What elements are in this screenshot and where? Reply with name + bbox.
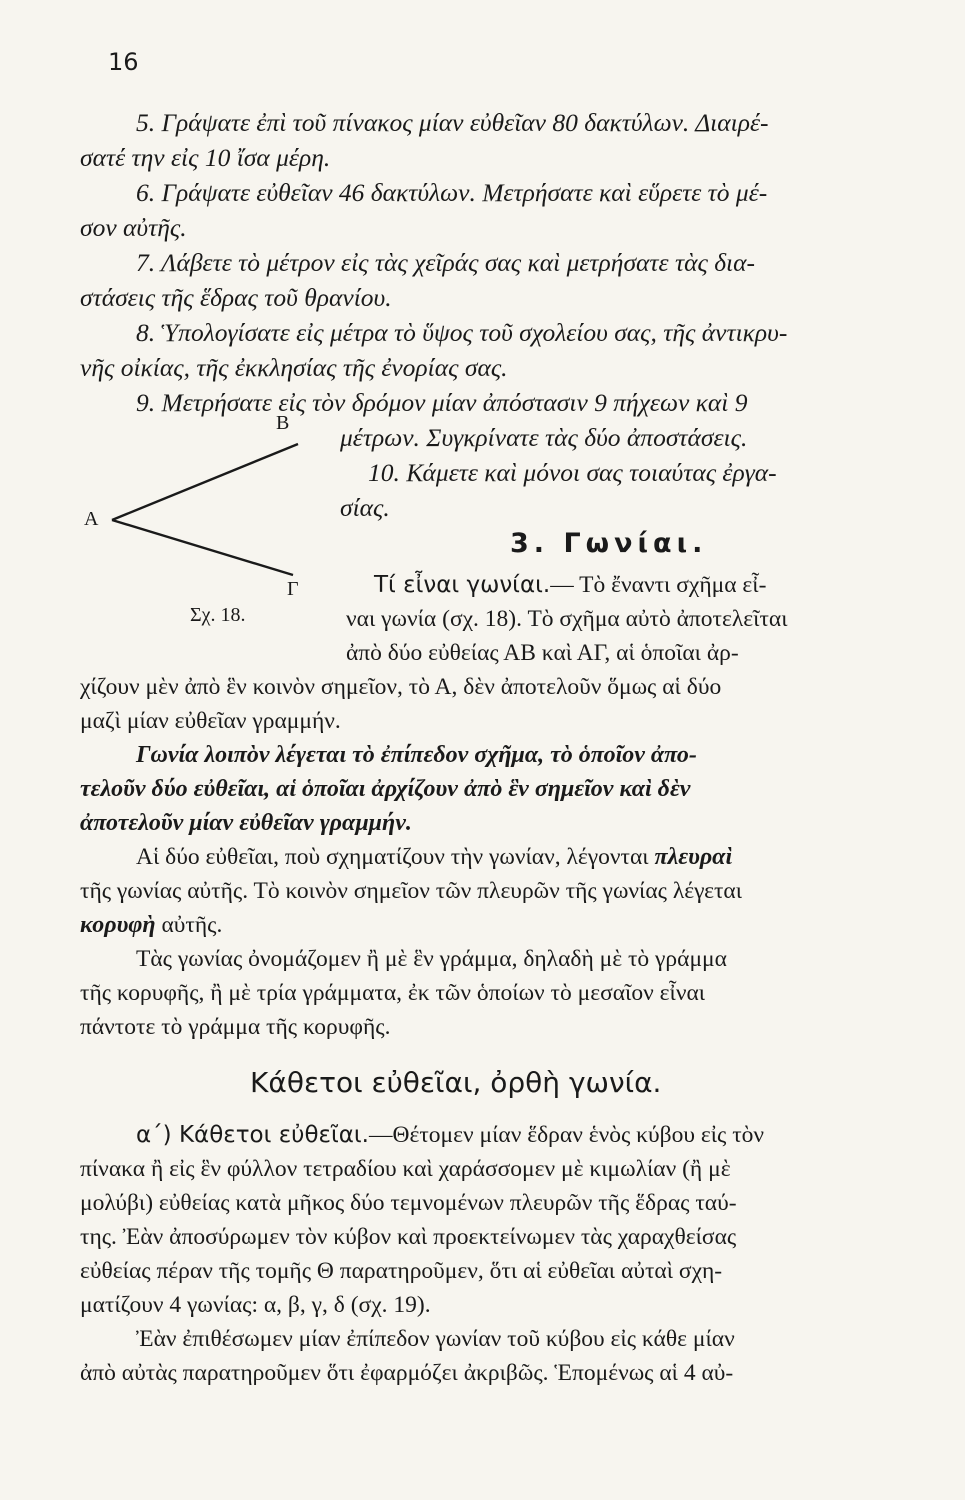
question-lead: Τί εἶναι γωνίαι. xyxy=(374,572,551,598)
exercise-line: στάσεις τῆς ἕδρας τοῦ θρανίου. xyxy=(80,283,392,312)
exercise-line: σίας. xyxy=(340,493,390,522)
subsection-heading: Κάθετοι εὐθεῖαι, ὀρθὴ γωνία. xyxy=(250,1066,662,1099)
angle-label-b: Β xyxy=(276,412,290,434)
para-line: αὐτῆς. xyxy=(155,912,223,938)
angle-label-g: Γ xyxy=(287,578,299,600)
para-line: Τὰς γωνίας ὀνομάζομεν ἢ μὲ ἓν γράμμα, δηλαδὴ μὲ τὸ γράμμα xyxy=(136,946,727,972)
definition-line: τελοῦν δύο εὐθεῖαι, αἱ ὁποῖαι ἀρχίζουν ἀπὸ ἓν σημεῖον καὶ δὲν xyxy=(80,776,691,802)
exercise-line: 9. Μετρήσατε εἰς τὸν δρόμον μίαν ἀπόστασιν 9 πήχεων καὶ 9 xyxy=(136,388,748,417)
para-line: ἀπὸ δύο εὐθείας ΑΒ καὶ ΑΓ, αἱ ὁποῖαι ἀρ- xyxy=(346,640,739,666)
exercise-line: 8. Ὑπολογίσατε εἰς μέτρα τὸ ὕψος τοῦ σχολείου σας, τῆς ἀντικρυ- xyxy=(136,318,788,347)
angle-side-ag xyxy=(112,520,293,575)
exercise-line: 5. Γράψατε ἐπὶ τοῦ πίνακος μίαν εὐθεῖαν 80 δακτύλων. Διαιρέ- xyxy=(136,108,769,137)
para-line: —Θέτομεν μίαν ἕδραν ἑνὸς κύβου εἰς τὸν xyxy=(369,1122,765,1148)
exercise-line: σατέ την εἰς 10 ἴσα μέρη. xyxy=(80,143,331,172)
angle-label-a: Α xyxy=(84,508,99,530)
term-pleurai: πλευραὶ xyxy=(654,844,733,870)
para-line: ναι γωνία (σχ. 18). Τὸ σχῆμα αὐτὸ ἀποτελεῖται xyxy=(346,606,788,632)
angle-side-ab xyxy=(112,444,298,520)
para-line: ἀπὸ αὐτὰς παρατηροῦμεν ὅτι ἐφαρμόζει ἀκριβῶς. Ἑπομένως αἱ 4 αὐ- xyxy=(80,1360,734,1386)
para-line: της. Ἐὰν ἀποσύρωμεν τὸν κύβον καὶ προεκτείνωμεν τὰς χαραχθείσας xyxy=(80,1224,737,1250)
para-line: μολύβι) εὐθείας κατὰ μῆκος δύο τεμνομένων πλευρῶν τῆς ἕδρας ταύ- xyxy=(80,1190,737,1216)
exercise-line: μέτρων. Συγκρίνατε τὰς δύο ἀποστάσεις. xyxy=(340,423,748,452)
para-line: χίζουν μὲν ἀπὸ ἓν κοινὸν σημεῖον, τὸ Α, δὲν ἀποτελοῦν ὅμως αἱ δύο xyxy=(80,674,722,700)
definition-line: Γωνία λοιπὸν λέγεται τὸ ἐπίπεδον σχῆμα, τὸ ὁποῖον ἀπο- xyxy=(136,742,697,768)
exercise-line: 10. Κάμετε καὶ μόνοι σας τοιαύτας ἐργα- xyxy=(368,458,777,487)
figure-caption: Σχ. 18. xyxy=(190,604,246,626)
para-line: πάντοτε τὸ γράμμα τῆς κορυφῆς. xyxy=(80,1014,391,1040)
section-heading: 3. Γωνίαι. xyxy=(510,528,708,559)
para-line: μαζὶ μίαν εὐθεῖαν γραμμήν. xyxy=(80,708,341,734)
para-line: τῆς γωνίας αὐτῆς. Τὸ κοινὸν σημεῖον τῶν πλευρῶν τῆς γωνίας λέγεται xyxy=(80,878,743,904)
para-line: εὐθείας πέραν τῆς τομῆς Θ παρατηροῦμεν, ὅτι αἱ εὐθεῖαι αὐταὶ σχη- xyxy=(80,1258,723,1284)
exercise-line: 7. Λάβετε τὸ μέτρον εἰς τὰς χεῖράς σας καὶ μετρήσατε τὰς δια- xyxy=(136,248,756,277)
para-line: Αἱ δύο εὐθεῖαι, ποὺ σχηματίζουν τὴν γωνίαν, λέγονται xyxy=(136,844,655,870)
para-line: ματίζουν 4 γωνίας: α, β, γ, δ (σχ. 19). xyxy=(80,1292,431,1318)
para-line: πίνακα ἢ εἰς ἓν φύλλον τετραδίου καὶ χαράσσομεν μὲ κιμωλίαν (ἢ μὲ xyxy=(80,1156,731,1182)
term-koryfi: κορυφὴ xyxy=(80,912,156,938)
para-line: — Τὸ ἔναντι σχῆμα εἶ- xyxy=(550,572,767,598)
page-number: 16 xyxy=(108,48,139,76)
exercise-line: σον αὐτῆς. xyxy=(80,213,187,242)
definition-line: ἀποτελοῦν μίαν εὐθεῖαν γραμμήν. xyxy=(80,810,412,836)
exercise-line: νῆς οἰκίας, τῆς ἐκκλησίας τῆς ἐνορίας σας. xyxy=(80,353,508,382)
para-line: τῆς κορυφῆς, ἢ μὲ τρία γράμματα, ἐκ τῶν ὁποίων τὸ μεσαῖον εἶναι xyxy=(80,980,706,1006)
exercise-line: 6. Γράψατε εὐθεῖαν 46 δακτύλων. Μετρήσατε καὶ εὕρετε τὸ μέ- xyxy=(136,178,768,207)
para-line: Ἐὰν ἐπιθέσωμεν μίαν ἐπίπεδον γωνίαν τοῦ κύβου εἰς κάθε μίαν xyxy=(136,1326,735,1352)
para-lead: α΄) Κάθετοι εὐθεῖαι. xyxy=(136,1122,369,1148)
